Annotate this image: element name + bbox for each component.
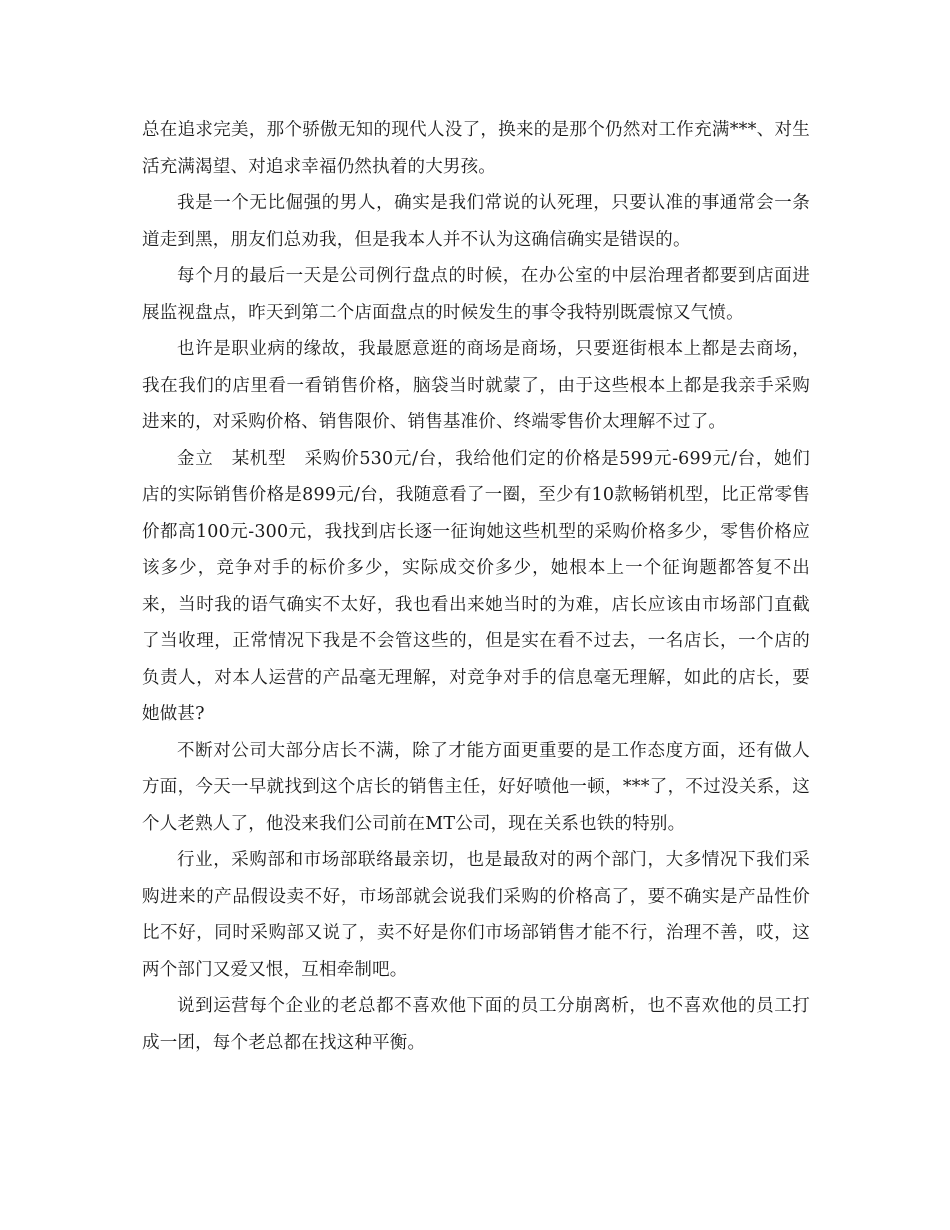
document-body	[142, 112, 810, 1061]
paragraph: 金立 某机型 采购价530元/台，我给他们定的价格是599元-699元/台，她们店的实际销售价格是899元/台，我随意看了一圈，至少有10款畅销机型，比正常零售价都高100元-300元，我找到店长逐一征询她这些机型的采购价格多少，零售价格应该多少，竞争对手的标价多少，实际成交价多少，她根本上一个征询题都答复不出来，当时我的语气确实不太好，我也看出来她当时的为难，店长应该由市场部门直截了当收理，正常情况下我是不会管这些的，但是实在看不过去，一名店长，一个店的负责人，对本人运营的产品毫无理解，对竞争对手的信息毫无理解，如此的店长，要她做甚?	[142, 448, 810, 724]
paragraph-continued: 总在追求完美，那个骄傲无知的现代人没了，换来的是那个仍然对工作充满***、对生活充满渴望、对追求幸福仍然执着的大男孩。	[142, 120, 810, 177]
paragraph: 每个月的最后一天是公司例行盘点的时候，在办公室的中层治理者都要到店面进展监视盘点，昨天到第二个店面盘点的时候发生的事令我特别既震惊又气愤。	[142, 266, 810, 323]
paragraph: 不断对公司大部分店长不满，除了才能方面更重要的是工作态度方面，还有做人方面，今天一早就找到这个店长的销售主任，好好喷他一顿，***了，不过没关系，这个人老熟人了，他没来我们公司前在MT公司，现在关系也铁的特别。	[142, 740, 810, 834]
paragraph: 说到运营每个企业的老总都不喜欢他下面的员工分崩离析，也不喜欢他的员工打成一团，每个老总都在找这种平衡。	[142, 996, 810, 1053]
paragraph: 也许是职业病的缘故，我最愿意逛的商场是商场，只要逛街根本上都是去商场，我在我们的店里看一看销售价格，脑袋当时就蒙了，由于这些根本上都是我亲手采购进来的，对采购价格、销售限价、销售基准价、终端零售价太理解不过了。	[142, 339, 810, 432]
paragraph: 我是一个无比倔强的男人，确实是我们常说的认死理，只要认准的事通常会一条道走到黑，朋友们总劝我，但是我本人并不认为这确信确实是错误的。	[142, 193, 810, 250]
paragraph: 行业，采购部和市场部联络最亲切，也是最敌对的两个部门，大多情况下我们采购进来的产品假设卖不好，市场部就会说我们采购的价格高了，要不确实是产品性价比不好，同时采购部又说了，卖不好是你们市场部销售才能不行，治理不善，哎，这两个部门又爱又恨，互相牵制吧。	[142, 850, 810, 980]
